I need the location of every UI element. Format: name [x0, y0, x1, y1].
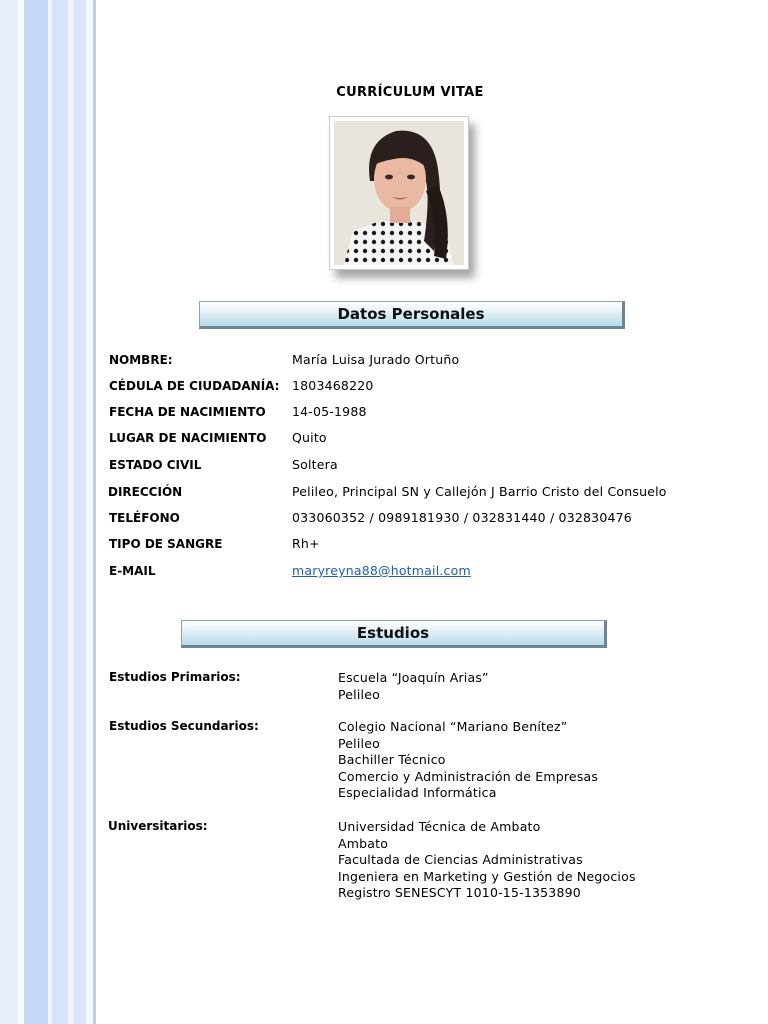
field-label-email: E-MAIL — [109, 564, 156, 578]
field-value-direccion: Pelileo, Principal SN y Callejón J Barrio Cristo del Consuelo — [292, 484, 667, 499]
study-line: Ambato — [338, 835, 389, 851]
study-line: Especialidad Informática — [338, 785, 497, 800]
email-link[interactable]: maryreyna88@hotmail.com — [292, 563, 471, 578]
decorative-side-stripes — [0, 0, 100, 1024]
field-value-fecha-nacimiento: 14-05-1988 — [292, 404, 367, 419]
document-title: CURRÍCULUM VITAE — [336, 85, 484, 100]
study-line: Facultada de Ciencias Administrativas — [338, 852, 583, 867]
study-line: Registro SENESCYT 1010-15-1353890 — [338, 885, 581, 900]
study-detail-primarios — [338, 670, 489, 703]
study-line: Comercio y Administración de Empresas — [338, 768, 599, 784]
studies-heading: Estudios — [181, 620, 607, 648]
field-value-telefono: 033060352 / 0989181930 / 032831440 / 032830476 — [292, 510, 632, 525]
study-detail-universitarios — [338, 819, 636, 902]
field-value-estado-civil: Soltera — [292, 457, 338, 472]
field-label-fecha-nacimiento: FECHA DE NACIMIENTO — [109, 405, 266, 419]
study-line: Escuela “Joaquín Arias” — [338, 670, 489, 685]
field-label-tipo-sangre: TIPO DE SANGRE — [109, 537, 223, 551]
study-line: Bachiller Técnico — [338, 752, 446, 767]
field-label-cedula: CÉDULA DE CIUDADANÍA: — [109, 379, 280, 393]
study-line: Colegio Nacional “Mariano Benítez” — [338, 719, 568, 734]
portrait-image — [334, 121, 464, 265]
field-label-nombre: NOMBRE: — [109, 353, 173, 367]
study-line: Ingeniera en Marketing y Gestión de Negocios — [338, 868, 636, 884]
field-value-nombre: María Luisa Jurado Ortuño — [292, 352, 460, 367]
field-label-lugar-nacimiento: LUGAR DE NACIMIENTO — [109, 431, 267, 445]
study-line: Pelileo — [338, 735, 380, 751]
personal-data-heading: Datos Personales — [199, 301, 625, 329]
field-value-tipo-sangre: Rh+ — [292, 536, 320, 551]
study-line: Pelileo — [338, 686, 380, 702]
profile-photo — [329, 116, 469, 270]
study-line: Universidad Técnica de Ambato — [338, 819, 541, 834]
study-label-universitarios: Universitarios: — [108, 819, 208, 833]
field-label-direccion: DIRECCIÓN — [108, 485, 183, 499]
field-label-telefono: TELÉFONO — [109, 511, 180, 525]
field-value-cedula: 1803468220 — [292, 378, 374, 393]
field-value-lugar-nacimiento: Quito — [292, 430, 327, 445]
field-label-estado-civil: ESTADO CIVIL — [109, 458, 202, 472]
study-label-secundarios: Estudios Secundarios: — [109, 719, 259, 733]
study-label-primarios: Estudios Primarios: — [109, 670, 241, 684]
study-detail-secundarios — [338, 719, 598, 802]
